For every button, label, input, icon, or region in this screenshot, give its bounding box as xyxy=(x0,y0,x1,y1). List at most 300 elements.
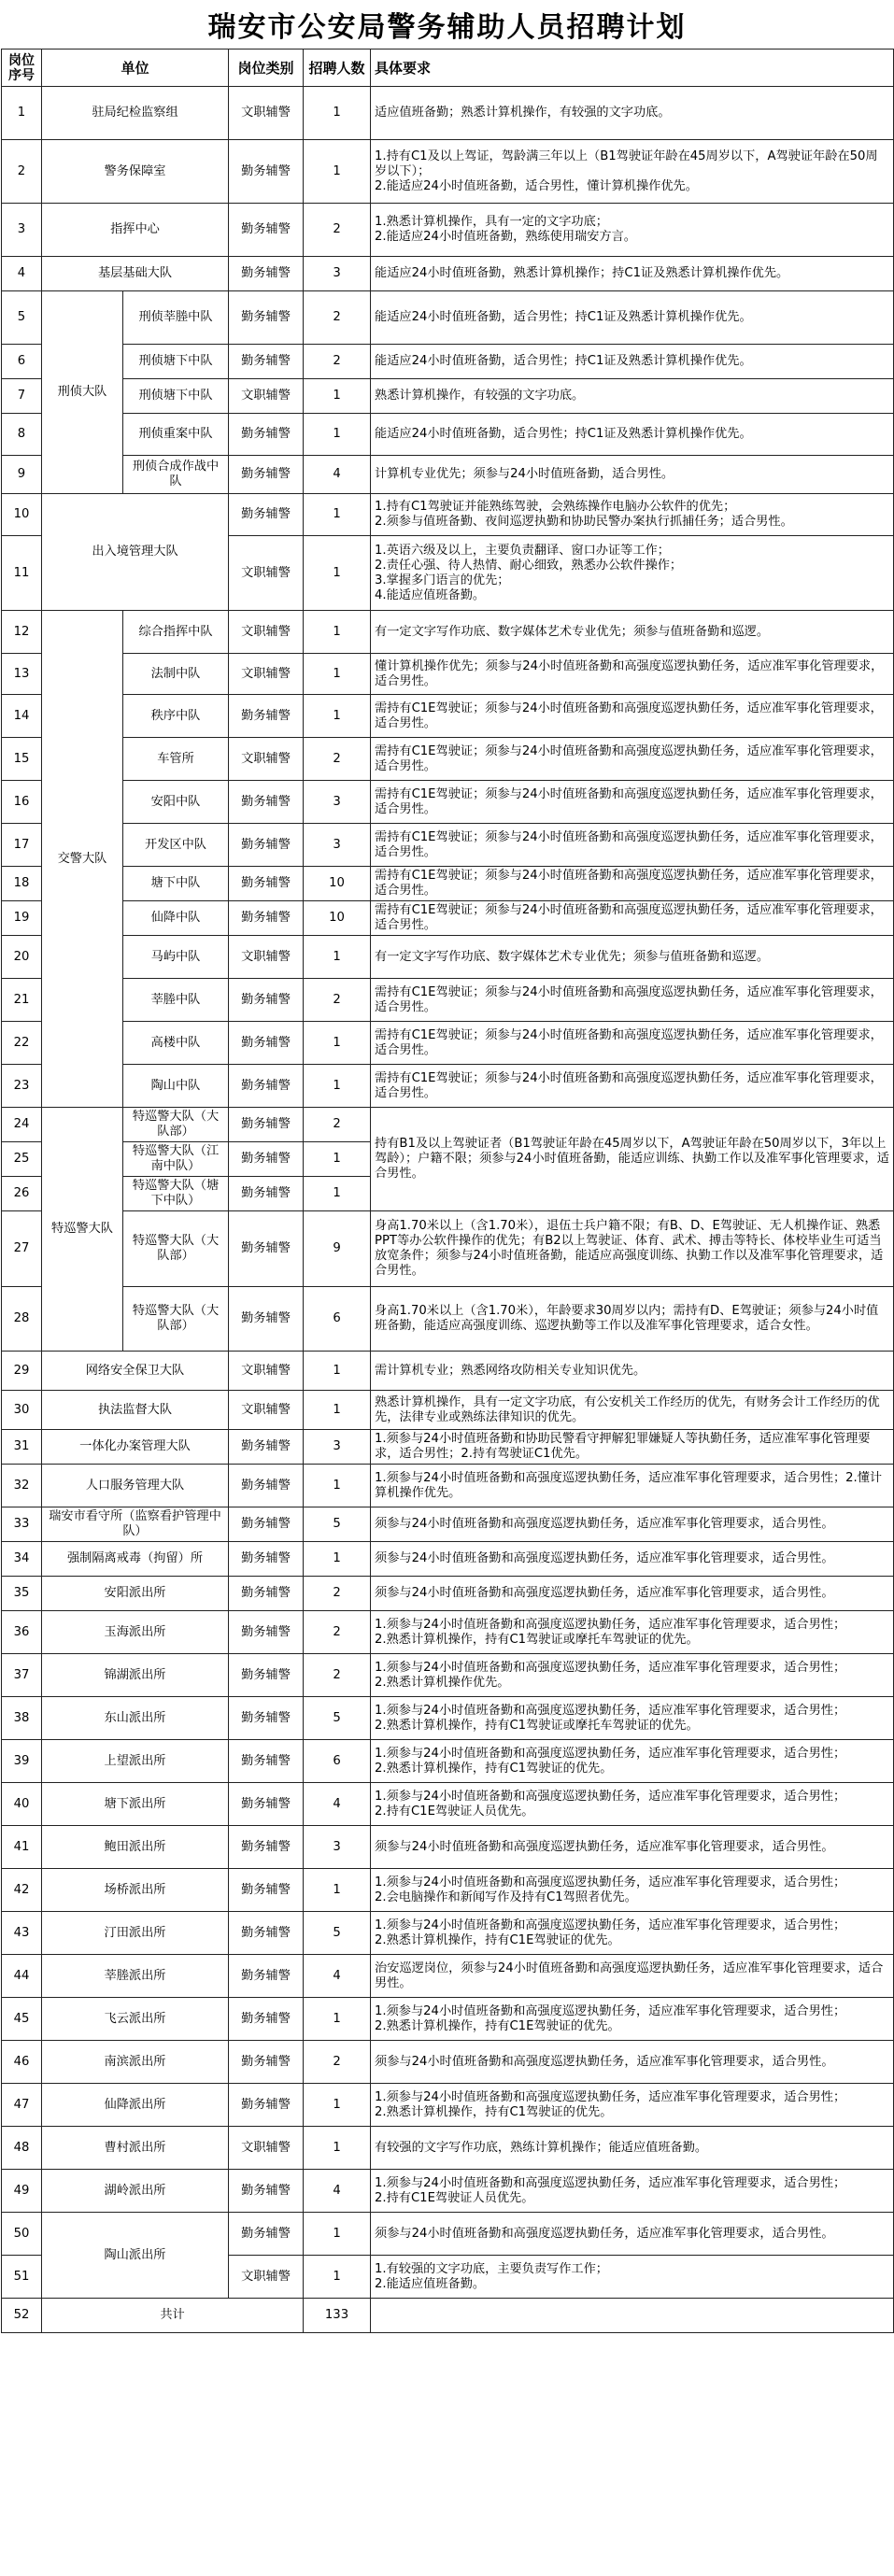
row-category: 勤务辅警 xyxy=(229,695,304,738)
row-seq: 19 xyxy=(2,901,42,936)
row-subunit: 刑侦塘下中队 xyxy=(123,345,229,379)
row-seq: 9 xyxy=(2,456,42,494)
row-category: 勤务辅警 xyxy=(229,1955,304,1998)
table-row xyxy=(2,2084,894,2127)
row-requirements: 有较强的文字写作功底，熟练计算机操作；能适应值班备勤。 xyxy=(371,2127,894,2170)
table-row xyxy=(2,695,894,738)
row-requirements: 1.有较强的文字功底，主要负责写作工作； 2.能适应值班备勤。 xyxy=(371,2256,894,2299)
row-count: 5 xyxy=(304,1507,371,1542)
row-seq: 25 xyxy=(2,1142,42,1177)
row-requirements: 懂计算机操作优先；须参与24小时值班备勤和高强度巡逻执勤任务，适应准军事化管理要求，适合男性。 xyxy=(371,654,894,695)
row-count: 5 xyxy=(304,1912,371,1955)
row-seq: 28 xyxy=(2,1287,42,1352)
total-requirements-empty xyxy=(371,2299,894,2333)
row-category: 勤务辅警 xyxy=(229,979,304,1022)
row-unit: 飞云派出所 xyxy=(42,1998,229,2041)
row-count: 1 xyxy=(304,1065,371,1108)
row-category: 文职辅警 xyxy=(229,379,304,414)
row-requirements: 1.须参与24小时值班备勤和高强度巡逻执勤任务，适应准军事化管理要求，适合男性； 2.熟悉计算机操作，持有C1驾驶证的优先。 xyxy=(371,2084,894,2127)
row-unit: 汀田派出所 xyxy=(42,1912,229,1955)
row-unit-group: 交警大队 xyxy=(42,611,123,1108)
row-requirements: 需持有C1E驾驶证；须参与24小时值班备勤和高强度巡逻执勤任务，适应准军事化管理要求，适合男性。 xyxy=(371,1065,894,1108)
row-subunit: 高楼中队 xyxy=(123,1022,229,1065)
row-seq: 33 xyxy=(2,1507,42,1542)
row-unit: 网络安全保卫大队 xyxy=(42,1352,229,1391)
row-unit: 玉海派出所 xyxy=(42,1611,229,1654)
row-category: 勤务辅警 xyxy=(229,345,304,379)
row-subunit: 特巡警大队（塘下中队） xyxy=(123,1177,229,1211)
row-unit: 塘下派出所 xyxy=(42,1783,229,1826)
row-subunit: 莘塍中队 xyxy=(123,979,229,1022)
row-requirements: 1.须参与24小时值班备勤和高强度巡逻执勤任务，适应准军事化管理要求，适合男性； 2.熟悉计算机操作，持有C1E驾驶证的优先。 xyxy=(371,1998,894,2041)
row-category: 勤务辅警 xyxy=(229,1577,304,1611)
row-seq: 49 xyxy=(2,2170,42,2213)
row-count: 1 xyxy=(304,1542,371,1577)
row-count: 1 xyxy=(304,2213,371,2256)
row-requirements: 需持有C1E驾驶证；须参与24小时值班备勤和高强度巡逻执勤任务，适应准军事化管理要求，适合男性。 xyxy=(371,867,894,901)
row-category: 勤务辅警 xyxy=(229,1430,304,1465)
row-category: 勤务辅警 xyxy=(229,1542,304,1577)
table-row xyxy=(2,1912,894,1955)
row-count: 1 xyxy=(304,1391,371,1430)
row-requirements: 有一定文字写作功底、数字媒体艺术专业优先；须参与值班备勤和巡逻。 xyxy=(371,936,894,979)
row-seq: 39 xyxy=(2,1740,42,1783)
table-row xyxy=(2,1542,894,1577)
row-count: 10 xyxy=(304,867,371,901)
table-row xyxy=(2,1740,894,1783)
row-count: 2 xyxy=(304,1611,371,1654)
total-count: 133 xyxy=(304,2299,371,2333)
row-count: 1 xyxy=(304,1869,371,1912)
row-category: 勤务辅警 xyxy=(229,1740,304,1783)
table-row xyxy=(2,414,894,456)
row-requirements: 1.须参与24小时值班备勤和高强度巡逻执勤任务，适应准军事化管理要求，适合男性； 2.熟悉计算机操作，持有C1E驾驶证的优先。 xyxy=(371,1912,894,1955)
row-category: 勤务辅警 xyxy=(229,781,304,824)
table-header-row xyxy=(2,50,894,87)
row-seq: 20 xyxy=(2,936,42,979)
row-unit: 安阳派出所 xyxy=(42,1577,229,1611)
table-row xyxy=(2,2041,894,2084)
row-category: 勤务辅警 xyxy=(229,1998,304,2041)
table-row xyxy=(2,291,894,345)
row-requirements: 能适应24小时值班备勤，适合男性；持C1证及熟悉计算机操作优先。 xyxy=(371,414,894,456)
table-row xyxy=(2,87,894,140)
row-requirements: 能适应24小时值班备勤，适合男性；持C1证及熟悉计算机操作优先。 xyxy=(371,345,894,379)
row-category: 勤务辅警 xyxy=(229,2041,304,2084)
row-count: 1 xyxy=(304,536,371,611)
table-row xyxy=(2,1654,894,1697)
row-seq: 36 xyxy=(2,1611,42,1654)
row-seq: 17 xyxy=(2,824,42,867)
table-row xyxy=(2,345,894,379)
row-subunit: 特巡警大队（江南中队） xyxy=(123,1142,229,1177)
row-seq: 44 xyxy=(2,1955,42,1998)
row-seq: 13 xyxy=(2,654,42,695)
row-requirements: 1.熟悉计算机操作，具有一定的文字功底； 2.能适应24小时值班备勤，熟练使用瑞安方言。 xyxy=(371,204,894,257)
row-category: 文职辅警 xyxy=(229,654,304,695)
row-seq: 45 xyxy=(2,1998,42,2041)
row-seq: 46 xyxy=(2,2041,42,2084)
row-count: 2 xyxy=(304,1654,371,1697)
row-unit: 鲍田派出所 xyxy=(42,1826,229,1869)
row-category: 勤务辅警 xyxy=(229,1697,304,1740)
row-requirements: 熟悉计算机操作，具有一定文字功底，有公安机关工作经历的优先，有财务会计工作经历的优先，法律专业或熟练法律知识的优先。 xyxy=(371,1391,894,1430)
row-requirements: 1.须参与24小时值班备勤和高强度巡逻执勤任务，适应准军事化管理要求，适合男性；2.懂计算机操作优先。 xyxy=(371,1465,894,1507)
row-count: 1 xyxy=(304,87,371,140)
row-subunit: 特巡警大队（大队部） xyxy=(123,1287,229,1352)
row-category: 勤务辅警 xyxy=(229,140,304,204)
row-count: 6 xyxy=(304,1287,371,1352)
row-unit: 警务保障室 xyxy=(42,140,229,204)
row-count: 1 xyxy=(304,2256,371,2299)
table-row xyxy=(2,140,894,204)
row-category: 勤务辅警 xyxy=(229,1108,304,1142)
row-category: 勤务辅警 xyxy=(229,1912,304,1955)
row-seq: 24 xyxy=(2,1108,42,1142)
row-requirements: 须参与24小时值班备勤和高强度巡逻执勤任务，适应准军事化管理要求，适合男性。 xyxy=(371,1577,894,1611)
row-count: 3 xyxy=(304,257,371,291)
row-requirements: 1.须参与24小时值班备勤和高强度巡逻执勤任务，适应准军事化管理要求，适合男性； 2.持有C1E驾驶证人员优先。 xyxy=(371,2170,894,2213)
row-seq: 34 xyxy=(2,1542,42,1577)
header-requirements: 具体要求 xyxy=(371,50,894,87)
row-count: 2 xyxy=(304,345,371,379)
row-seq: 18 xyxy=(2,867,42,901)
table-row xyxy=(2,1697,894,1740)
row-category: 文职辅警 xyxy=(229,611,304,654)
row-category: 文职辅警 xyxy=(229,1352,304,1391)
row-count: 4 xyxy=(304,2170,371,2213)
table-row xyxy=(2,654,894,695)
row-unit-group: 出入境管理大队 xyxy=(42,494,229,611)
row-requirements: 须参与24小时值班备勤和高强度巡逻执勤任务，适应准军事化管理要求，适合男性。 xyxy=(371,2213,894,2256)
row-seq: 22 xyxy=(2,1022,42,1065)
row-count: 5 xyxy=(304,1697,371,1740)
row-category: 勤务辅警 xyxy=(229,824,304,867)
table-row xyxy=(2,2127,894,2170)
row-requirements: 需持有C1E驾驶证；须参与24小时值班备勤和高强度巡逻执勤任务，适应准军事化管理要求，适合男性。 xyxy=(371,824,894,867)
table-row xyxy=(2,1430,894,1465)
row-requirements: 1.持有C1及以上驾证，驾龄满三年以上（B1驾驶证年龄在45周岁以下，A驾驶证年龄在50周岁以下）； 2.能适应24小时值班备勤，适合男性，懂计算机操作优先。 xyxy=(371,140,894,204)
table-row xyxy=(2,456,894,494)
total-row xyxy=(2,2299,894,2333)
row-count: 2 xyxy=(304,204,371,257)
row-count: 1 xyxy=(304,1177,371,1211)
row-subunit: 综合指挥中队 xyxy=(123,611,229,654)
row-category: 勤务辅警 xyxy=(229,494,304,536)
row-requirements: 1.须参与24小时值班备勤和高强度巡逻执勤任务，适应准军事化管理要求，适合男性； 2.熟悉计算机操作，持有C1驾驶证或摩托车驾驶证的优先。 xyxy=(371,1697,894,1740)
row-count: 1 xyxy=(304,1465,371,1507)
row-count: 1 xyxy=(304,695,371,738)
row-count: 1 xyxy=(304,2127,371,2170)
row-unit-group: 陶山派出所 xyxy=(42,2213,229,2299)
row-category: 勤务辅警 xyxy=(229,867,304,901)
table-row xyxy=(2,979,894,1022)
row-requirements: 需持有C1E驾驶证；须参与24小时值班备勤和高强度巡逻执勤任务，适应准军事化管理要求，适合男性。 xyxy=(371,695,894,738)
row-requirements: 1.须参与24小时值班备勤和高强度巡逻执勤任务，适应准军事化管理要求，适合男性； 2.熟悉计算机操作优先。 xyxy=(371,1654,894,1697)
row-count: 2 xyxy=(304,979,371,1022)
total-label: 共计 xyxy=(42,2299,304,2333)
row-seq: 10 xyxy=(2,494,42,536)
row-requirements: 需持有C1E驾驶证；须参与24小时值班备勤和高强度巡逻执勤任务，适应准军事化管理要求，适合男性。 xyxy=(371,979,894,1022)
row-category: 勤务辅警 xyxy=(229,257,304,291)
row-subunit: 车管所 xyxy=(123,738,229,781)
row-category: 勤务辅警 xyxy=(229,1507,304,1542)
row-seq: 47 xyxy=(2,2084,42,2127)
row-seq: 51 xyxy=(2,2256,42,2299)
table-row xyxy=(2,257,894,291)
row-count: 3 xyxy=(304,781,371,824)
row-unit-group: 刑侦大队 xyxy=(42,291,123,494)
row-seq: 1 xyxy=(2,87,42,140)
row-subunit: 塘下中队 xyxy=(123,867,229,901)
row-unit: 瑞安市看守所（监察看护管理中队） xyxy=(42,1507,229,1542)
row-seq: 23 xyxy=(2,1065,42,1108)
row-requirements: 能适应24小时值班备勤，熟悉计算机操作；持C1证及熟悉计算机操作优先。 xyxy=(371,257,894,291)
row-seq: 15 xyxy=(2,738,42,781)
row-seq: 37 xyxy=(2,1654,42,1697)
row-seq: 12 xyxy=(2,611,42,654)
row-requirements: 1.须参与24小时值班备勤和高强度巡逻执勤任务，适应准军事化管理要求，适合男性； 2.熟悉计算机操作，持有C1驾驶证的优先。 xyxy=(371,1740,894,1783)
row-category: 文职辅警 xyxy=(229,536,304,611)
recruitment-table xyxy=(1,49,894,2333)
row-category: 勤务辅警 xyxy=(229,1065,304,1108)
row-count: 1 xyxy=(304,654,371,695)
row-requirements: 1.持有C1驾驶证并能熟练驾驶，会熟练操作电脑办公软件的优先； 2.须参与值班备勤、夜间巡逻执勤和协助民警办案执行抓捕任务；适合男性。 xyxy=(371,494,894,536)
table-row xyxy=(2,1287,894,1352)
row-requirements: 需持有C1E驾驶证；须参与24小时值班备勤和高强度巡逻执勤任务，适应准军事化管理要求，适合男性。 xyxy=(371,738,894,781)
row-requirements: 须参与24小时值班备勤和高强度巡逻执勤任务，适应准军事化管理要求，适合男性。 xyxy=(371,1507,894,1542)
row-seq: 30 xyxy=(2,1391,42,1430)
row-category: 勤务辅警 xyxy=(229,1826,304,1869)
row-unit: 强制隔离戒毒（拘留）所 xyxy=(42,1542,229,1577)
row-count: 10 xyxy=(304,901,371,936)
row-category: 文职辅警 xyxy=(229,2256,304,2299)
table-row xyxy=(2,204,894,257)
row-unit: 驻局纪检监察组 xyxy=(42,87,229,140)
row-seq: 3 xyxy=(2,204,42,257)
table-row xyxy=(2,1577,894,1611)
table-row xyxy=(2,1211,894,1287)
row-count: 1 xyxy=(304,1352,371,1391)
table-row xyxy=(2,1955,894,1998)
table-row xyxy=(2,867,894,901)
row-requirements: 能适应24小时值班备勤，适合男性；持C1证及熟悉计算机操作优先。 xyxy=(371,291,894,345)
table-row xyxy=(2,1869,894,1912)
row-category: 文职辅警 xyxy=(229,2127,304,2170)
row-requirements: 需计算机专业；熟悉网络攻防相关专业知识优先。 xyxy=(371,1352,894,1391)
row-seq: 6 xyxy=(2,345,42,379)
table-row xyxy=(2,1108,894,1142)
row-category: 勤务辅警 xyxy=(229,1611,304,1654)
row-unit: 指挥中心 xyxy=(42,204,229,257)
row-seq: 7 xyxy=(2,379,42,414)
row-subunit: 特巡警大队（大队部） xyxy=(123,1211,229,1287)
row-seq: 42 xyxy=(2,1869,42,1912)
row-subunit: 法制中队 xyxy=(123,654,229,695)
row-category: 勤务辅警 xyxy=(229,1142,304,1177)
row-category: 勤务辅警 xyxy=(229,414,304,456)
row-count: 2 xyxy=(304,1108,371,1142)
row-count: 3 xyxy=(304,824,371,867)
row-unit: 场桥派出所 xyxy=(42,1869,229,1912)
row-requirements: 需持有C1E驾驶证；须参与24小时值班备勤和高强度巡逻执勤任务，适应准军事化管理要求，适合男性。 xyxy=(371,901,894,936)
row-category: 文职辅警 xyxy=(229,1391,304,1430)
row-subunit: 刑侦莘塍中队 xyxy=(123,291,229,345)
row-count: 1 xyxy=(304,140,371,204)
row-subunit: 刑侦重案中队 xyxy=(123,414,229,456)
row-count: 1 xyxy=(304,1142,371,1177)
row-category: 文职辅警 xyxy=(229,936,304,979)
row-unit: 基层基础大队 xyxy=(42,257,229,291)
row-seq: 48 xyxy=(2,2127,42,2170)
table-row xyxy=(2,494,894,536)
row-category: 勤务辅警 xyxy=(229,901,304,936)
header-category: 岗位类别 xyxy=(229,50,304,87)
row-unit-group: 特巡警大队 xyxy=(42,1108,123,1352)
table-row xyxy=(2,1826,894,1869)
row-category: 勤务辅警 xyxy=(229,2170,304,2213)
table-row xyxy=(2,1465,894,1507)
row-seq: 16 xyxy=(2,781,42,824)
row-subunit: 特巡警大队（大队部） xyxy=(123,1108,229,1142)
page-title: 瑞安市公安局警务辅助人员招聘计划 xyxy=(207,11,687,44)
row-requirements: 身高1.70米以上（含1.70米），退伍士兵户籍不限；有B、D、E驾驶证、无人机操作证、熟悉PPT等办公软件操作的优先；有B2以上驾驶证、体育、武术、搏击等特长、体校毕业生可适当放宽条件；须参与24小时值班备勤，能适应高强度训练、执勤工作以及准军事化管理要求，适合男性。 xyxy=(371,1211,894,1287)
row-requirements: 1.须参与24小时值班备勤和高强度巡逻执勤任务，适应准军事化管理要求，适合男性； 2.熟悉计算机操作，持有C1驾驶证或摩托车驾驶证的优先。 xyxy=(371,1611,894,1654)
total-seq: 52 xyxy=(2,2299,42,2333)
table-row xyxy=(2,2170,894,2213)
row-requirements: 需持有C1E驾驶证；须参与24小时值班备勤和高强度巡逻执勤任务，适应准军事化管理要求，适合男性。 xyxy=(371,781,894,824)
row-requirements: 1.须参与24小时值班备勤和协助民警看守押解犯罪嫌疑人等执勤任务，适应准军事化管理要求，适合男性；2.持有驾驶证C1优先。 xyxy=(371,1430,894,1465)
row-unit: 莘塍派出所 xyxy=(42,1955,229,1998)
row-unit: 东山派出所 xyxy=(42,1697,229,1740)
row-category: 勤务辅警 xyxy=(229,456,304,494)
row-count: 1 xyxy=(304,1998,371,2041)
row-requirements: 须参与24小时值班备勤和高强度巡逻执勤任务，适应准军事化管理要求，适合男性。 xyxy=(371,1542,894,1577)
row-requirements: 熟悉计算机操作，有较强的文字功底。 xyxy=(371,379,894,414)
table-row xyxy=(2,2213,894,2256)
row-category: 文职辅警 xyxy=(229,738,304,781)
row-unit: 上望派出所 xyxy=(42,1740,229,1783)
row-category: 文职辅警 xyxy=(229,87,304,140)
row-subunit: 刑侦塘下中队 xyxy=(123,379,229,414)
header-unit: 单位 xyxy=(42,50,229,87)
row-subunit: 开发区中队 xyxy=(123,824,229,867)
row-requirements: 须参与24小时值班备勤和高强度巡逻执勤任务，适应准军事化管理要求，适合男性。 xyxy=(371,2041,894,2084)
table-row xyxy=(2,1065,894,1108)
row-unit: 湖岭派出所 xyxy=(42,2170,229,2213)
row-count: 9 xyxy=(304,1211,371,1287)
row-seq: 8 xyxy=(2,414,42,456)
row-seq: 2 xyxy=(2,140,42,204)
row-requirements: 1.须参与24小时值班备勤和高强度巡逻执勤任务，适应准军事化管理要求，适合男性； 2.会电脑操作和新闻写作及持有C1驾照者优先。 xyxy=(371,1869,894,1912)
row-seq: 43 xyxy=(2,1912,42,1955)
row-unit: 一体化办案管理大队 xyxy=(42,1430,229,1465)
row-requirements: 需持有C1E驾驶证；须参与24小时值班备勤和高强度巡逻执勤任务，适应准军事化管理要求，适合男性。 xyxy=(371,1022,894,1065)
row-count: 1 xyxy=(304,2084,371,2127)
row-unit: 南滨派出所 xyxy=(42,2041,229,2084)
table-body xyxy=(2,87,894,2333)
row-unit: 曹村派出所 xyxy=(42,2127,229,2170)
row-requirements: 治安巡逻岗位，须参与24小时值班备勤和高强度巡逻执勤任务，适应准军事化管理要求，适合男性。 xyxy=(371,1955,894,1998)
row-unit: 仙降派出所 xyxy=(42,2084,229,2127)
row-seq: 41 xyxy=(2,1826,42,1869)
table-row xyxy=(2,379,894,414)
row-count: 1 xyxy=(304,936,371,979)
table-row xyxy=(2,1783,894,1826)
header-seq: 岗位序号 xyxy=(2,50,42,87)
row-subunit: 仙降中队 xyxy=(123,901,229,936)
table-row xyxy=(2,936,894,979)
row-requirements: 适应值班备勤；熟悉计算机操作，有较强的文字功底。 xyxy=(371,87,894,140)
header-count: 招聘人数 xyxy=(304,50,371,87)
table-row xyxy=(2,1507,894,1542)
row-seq: 35 xyxy=(2,1577,42,1611)
row-subunit: 陶山中队 xyxy=(123,1065,229,1108)
row-count: 1 xyxy=(304,414,371,456)
row-count: 6 xyxy=(304,1740,371,1783)
table-row xyxy=(2,901,894,936)
row-count: 2 xyxy=(304,2041,371,2084)
row-requirements: 计算机专业优先；须参与24小时值班备勤，适合男性。 xyxy=(371,456,894,494)
row-subunit: 马屿中队 xyxy=(123,936,229,979)
table-row xyxy=(2,738,894,781)
row-seq: 21 xyxy=(2,979,42,1022)
row-count: 2 xyxy=(304,738,371,781)
row-seq: 40 xyxy=(2,1783,42,1826)
row-count: 1 xyxy=(304,1022,371,1065)
row-category: 勤务辅警 xyxy=(229,1287,304,1352)
row-unit: 人口服务管理大队 xyxy=(42,1465,229,1507)
table-row xyxy=(2,1998,894,2041)
row-count: 4 xyxy=(304,1955,371,1998)
row-count: 1 xyxy=(304,611,371,654)
row-category: 勤务辅警 xyxy=(229,1211,304,1287)
row-seq: 11 xyxy=(2,536,42,611)
row-category: 勤务辅警 xyxy=(229,1022,304,1065)
row-seq: 5 xyxy=(2,291,42,345)
row-seq: 4 xyxy=(2,257,42,291)
row-count: 4 xyxy=(304,1783,371,1826)
table-row xyxy=(2,781,894,824)
row-category: 勤务辅警 xyxy=(229,1465,304,1507)
row-category: 勤务辅警 xyxy=(229,2084,304,2127)
row-requirements: 持有B1及以上驾驶证者（B1驾驶证年龄在45周岁以下，A驾驶证年龄在50周岁以下，3年以上驾龄）；户籍不限；须参与24小时值班备勤，能适应训练、执勤工作以及准军事化管理要求，适合男性。 xyxy=(371,1108,894,1211)
row-category: 勤务辅警 xyxy=(229,1654,304,1697)
row-category: 勤务辅警 xyxy=(229,1783,304,1826)
row-seq: 50 xyxy=(2,2213,42,2256)
row-requirements: 须参与24小时值班备勤和高强度巡逻执勤任务，适应准军事化管理要求，适合男性。 xyxy=(371,1826,894,1869)
row-count: 1 xyxy=(304,494,371,536)
row-seq: 26 xyxy=(2,1177,42,1211)
table-row xyxy=(2,1022,894,1065)
row-category: 勤务辅警 xyxy=(229,204,304,257)
row-requirements: 身高1.70米以上（含1.70米），年龄要求30周岁以内；需持有D、E驾驶证；须参与24小时值班备勤，能适应高强度训练、巡逻执勤等工作以及准军事化管理要求，适合女性。 xyxy=(371,1287,894,1352)
row-count: 3 xyxy=(304,1826,371,1869)
row-subunit: 刑侦合成作战中队 xyxy=(123,456,229,494)
row-requirements: 1.英语六级及以上，主要负责翻译、窗口办证等工作； 2.责任心强、待人热情、耐心细致，熟悉办公软件操作； 3.掌握多门语言的优先； 4.能适应值班备勤。 xyxy=(371,536,894,611)
row-count: 2 xyxy=(304,1577,371,1611)
table-row xyxy=(2,824,894,867)
row-category: 勤务辅警 xyxy=(229,1177,304,1211)
row-subunit: 安阳中队 xyxy=(123,781,229,824)
row-unit: 执法监督大队 xyxy=(42,1391,229,1430)
row-seq: 38 xyxy=(2,1697,42,1740)
row-subunit: 秩序中队 xyxy=(123,695,229,738)
row-seq: 14 xyxy=(2,695,42,738)
table-row xyxy=(2,1352,894,1391)
row-category: 勤务辅警 xyxy=(229,291,304,345)
row-count: 2 xyxy=(304,291,371,345)
